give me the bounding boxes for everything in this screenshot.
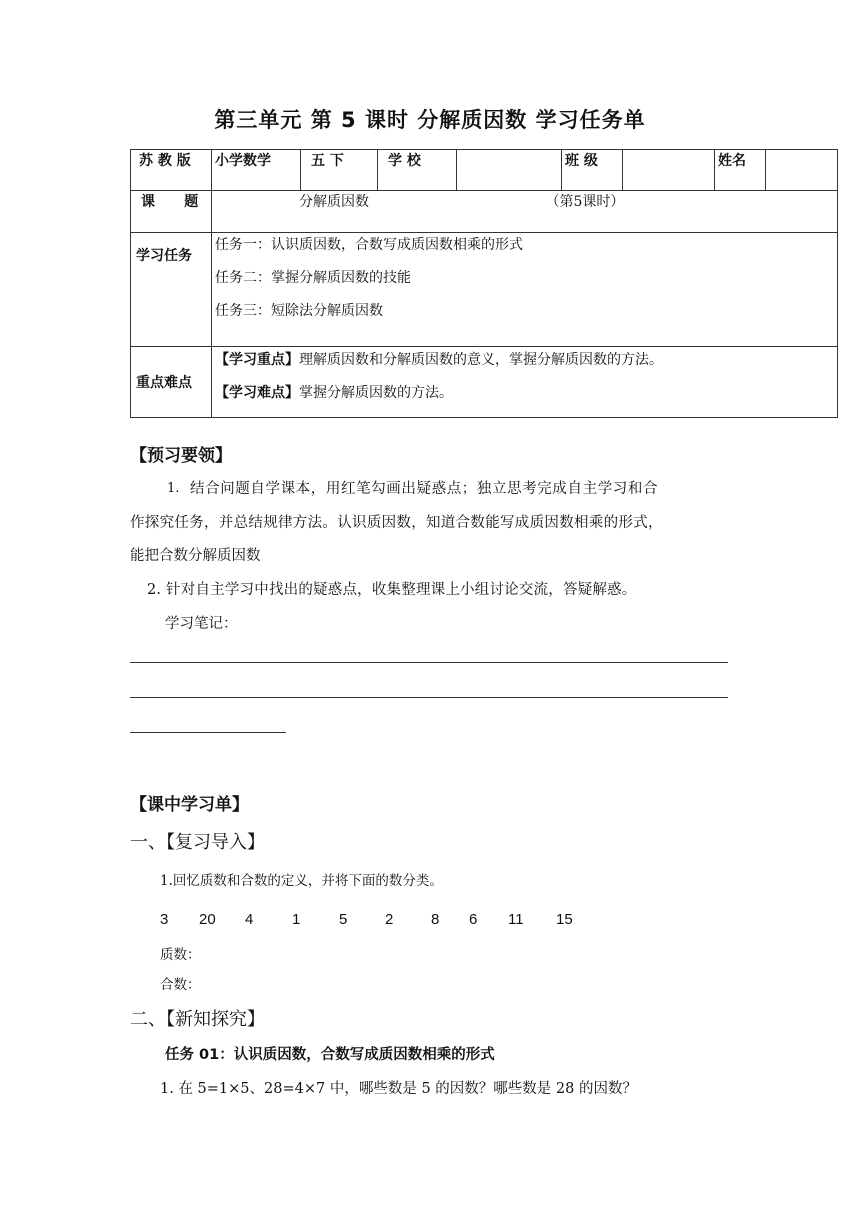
tasks-cell [212,233,838,347]
preview-item2: 2. 针对自主学习中找出的疑惑点，收集整理课上小组讨论交流，答疑解惑。 [147,582,637,598]
preview-item1-line1: 结合问题自学课本，用红笔勾画出疑惑点；独立思考完成自主学习和合 [190,481,659,497]
notes-line[interactable] [130,662,728,663]
key-label: 重点难点 [131,347,212,418]
key-point-text: 理解质因数和分解质因数的意义，掌握分解质因数的方法。 [299,352,663,368]
number-item: 8 [431,911,440,928]
subject-cell: 小学数学 [212,150,301,191]
number-item: 5 [339,911,348,928]
grade-cell: 五 下 [301,150,378,191]
preview-heading: 【预习要领】 [130,446,232,466]
number-item: 20 [199,911,216,928]
tasks-label: 学习任务 [131,233,212,347]
number-item: 6 [469,911,478,928]
part1-question: 1.回忆质数和合数的定义，并将下面的数分类。 [160,873,443,889]
key-point-tag: 【学习重点】 [215,352,299,368]
composite-label: 合数： [160,977,201,993]
publisher-cell: 苏 教 版 [131,150,212,191]
notes-label: 学习笔记： [165,616,238,632]
preview-item1-number: 1. [167,481,180,496]
difficulty-text: 掌握分解质因数的方法。 [299,385,453,401]
key-cell [212,347,838,418]
topic-value: 分解质因数 [299,194,369,210]
info-table [130,149,838,418]
part2-heading: 二、【新知探究】 [130,1009,265,1030]
topic-label: 课 题 [131,191,212,233]
preview-item1-line2: 作探究任务，并总结规律方法。认识质因数，知道合数能写成质因数相乘的形式， [130,515,663,531]
task01-title: 任务 01：认识质因数，合数写成质因数相乘的形式 [165,1047,495,1063]
in-class-heading: 【课中学习单】 [130,795,249,815]
number-item: 4 [245,911,254,928]
notes-line[interactable] [130,732,286,733]
task-item: 任务三：短除法分解质因数 [215,303,383,319]
number-item: 2 [385,911,394,928]
notes-line[interactable] [130,697,728,698]
school-value-cell[interactable] [457,150,562,191]
part1-heading: 一、【复习导入】 [130,832,265,853]
number-item: 11 [508,911,524,928]
task01-question1: 1. 在 5=1×5、28=4×7 中，哪些数是 5 的因数？哪些数是 28 的因数？ [160,1081,637,1097]
name-value-cell[interactable] [766,150,838,191]
topic-cell [212,191,838,233]
class-value-cell[interactable] [623,150,715,191]
number-item: 1 [292,911,301,928]
page-title: 第三单元 第 5 课时 分解质因数 学习任务单 [214,108,646,132]
school-label: 学 校 [378,150,457,191]
prime-label: 质数： [160,947,201,963]
lesson-number: （第5课时） [545,194,625,210]
preview-item1-line3: 能把合数分解质因数 [130,548,261,564]
task-item: 任务二：掌握分解质因数的技能 [215,270,411,286]
number-item: 15 [556,911,573,928]
name-label: 姓名 [715,150,766,191]
difficulty-tag: 【学习难点】 [215,385,299,401]
class-label: 班 级 [562,150,623,191]
task-item: 任务一：认识质因数，合数写成质因数相乘的形式 [215,237,523,253]
number-item: 3 [160,911,169,928]
